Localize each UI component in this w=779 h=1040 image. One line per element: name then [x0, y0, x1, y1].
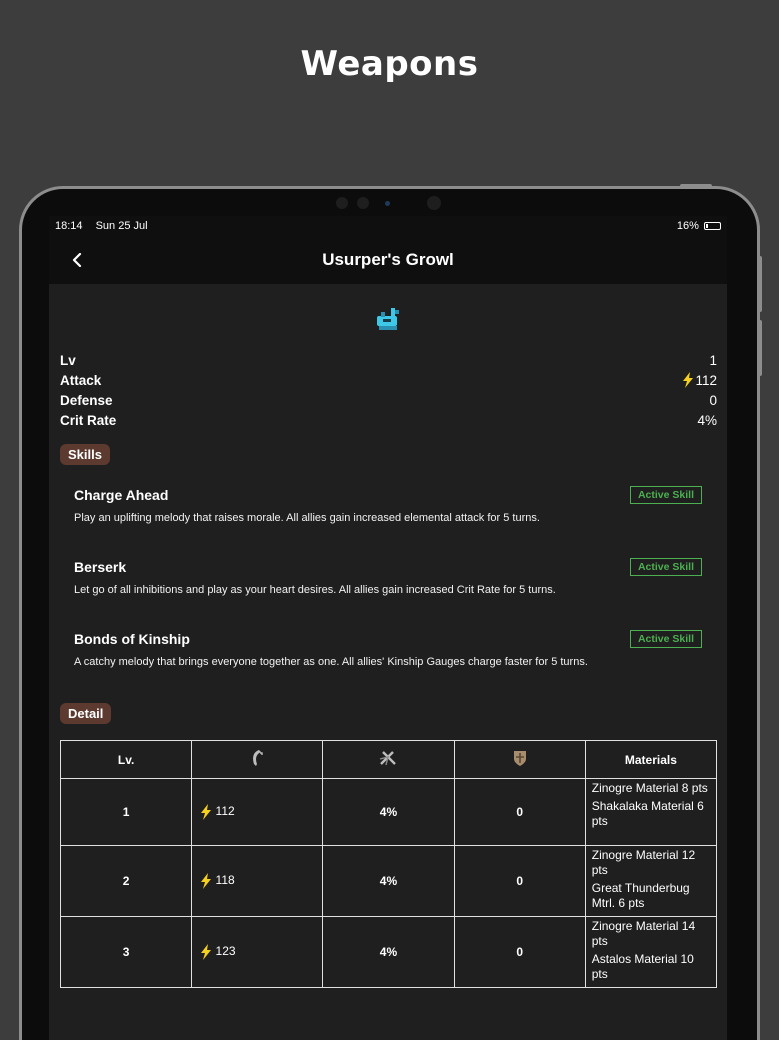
thunder-icon [682, 372, 694, 388]
cell-lv: 2 [61, 846, 192, 917]
defense-icon [513, 750, 527, 767]
detail-section-label: Detail [60, 703, 111, 724]
cell-attack [192, 779, 323, 846]
camera-lens [385, 201, 390, 206]
skill-item [74, 559, 702, 596]
material-item: Zinogre Material 14 pts [591, 919, 696, 948]
stat-label: Attack [60, 372, 102, 388]
stat-value-wrapper [682, 372, 717, 388]
header-materials: Materials [585, 741, 716, 779]
header-lv: Lv. [61, 741, 192, 779]
material-item: Great Thunderbug Mtrl. 6 pts [591, 881, 690, 910]
attack-value: 123 [215, 944, 236, 959]
app-screen [49, 216, 727, 1040]
chevron-left-icon [72, 253, 82, 267]
horn-weapon-icon [373, 304, 403, 339]
cell-defense: 0 [454, 917, 585, 988]
cell-defense: 0 [454, 779, 585, 846]
stat-label: Defense [60, 392, 113, 408]
material-item: Shakalaka Material 6 pts [591, 799, 704, 828]
cell-crit: 4% [323, 779, 454, 846]
promo-title: Weapons [300, 44, 479, 84]
cell-attack [192, 846, 323, 917]
stat-label: Crit Rate [60, 412, 117, 428]
stat-row-crit [60, 410, 717, 430]
stat-row-defense [60, 390, 717, 410]
sensor [357, 197, 369, 209]
table-row [61, 779, 717, 846]
battery-percent: 16% [676, 220, 699, 232]
cell-crit: 4% [323, 846, 454, 917]
stat-value: 1 [709, 352, 717, 368]
cell-attack [192, 917, 323, 988]
skill-name: Berserk [74, 559, 127, 575]
thunder-icon [200, 873, 212, 889]
material-item: Zinogre Material 12 pts [591, 848, 696, 877]
active-skill-badge: Active Skill [630, 486, 702, 504]
cell-lv: 3 [61, 917, 192, 988]
header-crit [323, 741, 454, 779]
skills-section-label: Skills [60, 444, 110, 465]
status-bar [49, 216, 727, 236]
stat-value: 4% [697, 412, 717, 428]
stat-label: Lv [60, 352, 76, 368]
skill-name: Charge Ahead [74, 487, 169, 503]
volume-down-button [757, 320, 762, 376]
page-title: Usurper's Growl [322, 250, 454, 269]
header-attack [192, 741, 323, 779]
back-button[interactable] [65, 248, 89, 272]
status-time: 18:14 [55, 220, 83, 232]
attack-value: 118 [215, 873, 235, 888]
nav-bar [49, 236, 727, 284]
sensor [427, 196, 441, 210]
active-skill-badge: Active Skill [630, 558, 702, 576]
skill-item [74, 631, 702, 668]
thunder-icon [200, 804, 212, 820]
material-item: Zinogre Material 8 pts [591, 781, 708, 795]
skill-description: Play an uplifting melody that raises morale. All allies gain increased elemental attack for 5 turns. [74, 512, 540, 524]
thunder-icon [200, 944, 212, 960]
stat-value: 112 [695, 372, 717, 388]
cell-materials [585, 917, 716, 988]
skill-description: A catchy melody that brings everyone together as one. All allies' Kinship Gauges charge faster for 5 turns. [74, 656, 588, 668]
attack-icon [250, 749, 264, 767]
table-row [61, 917, 717, 988]
stat-value: 0 [709, 392, 717, 408]
battery-icon [704, 222, 721, 230]
stats-list [60, 350, 717, 430]
cell-crit: 4% [323, 917, 454, 988]
sensor [336, 197, 348, 209]
header-defense [454, 741, 585, 779]
skill-description: Let go of all inhibitions and play as your heart desires. All allies gain increased Crit Rate for 5 turns. [74, 584, 556, 596]
volume-up-button [757, 256, 762, 312]
cell-lv: 1 [61, 779, 192, 846]
status-date: Sun 25 Jul [95, 220, 148, 232]
skill-item [74, 487, 702, 524]
cell-materials [585, 779, 716, 846]
material-item: Astalos Material 10 pts [591, 952, 694, 981]
cell-materials [585, 846, 716, 917]
level-detail-table [60, 740, 717, 988]
attack-value: 112 [215, 804, 235, 819]
table-header-row [61, 741, 717, 779]
crit-icon [379, 750, 397, 766]
active-skill-badge: Active Skill [630, 630, 702, 648]
table-row [61, 846, 717, 917]
skill-name: Bonds of Kinship [74, 631, 190, 647]
cell-defense: 0 [454, 846, 585, 917]
stat-row-lv [60, 350, 717, 370]
stat-row-attack [60, 370, 717, 390]
